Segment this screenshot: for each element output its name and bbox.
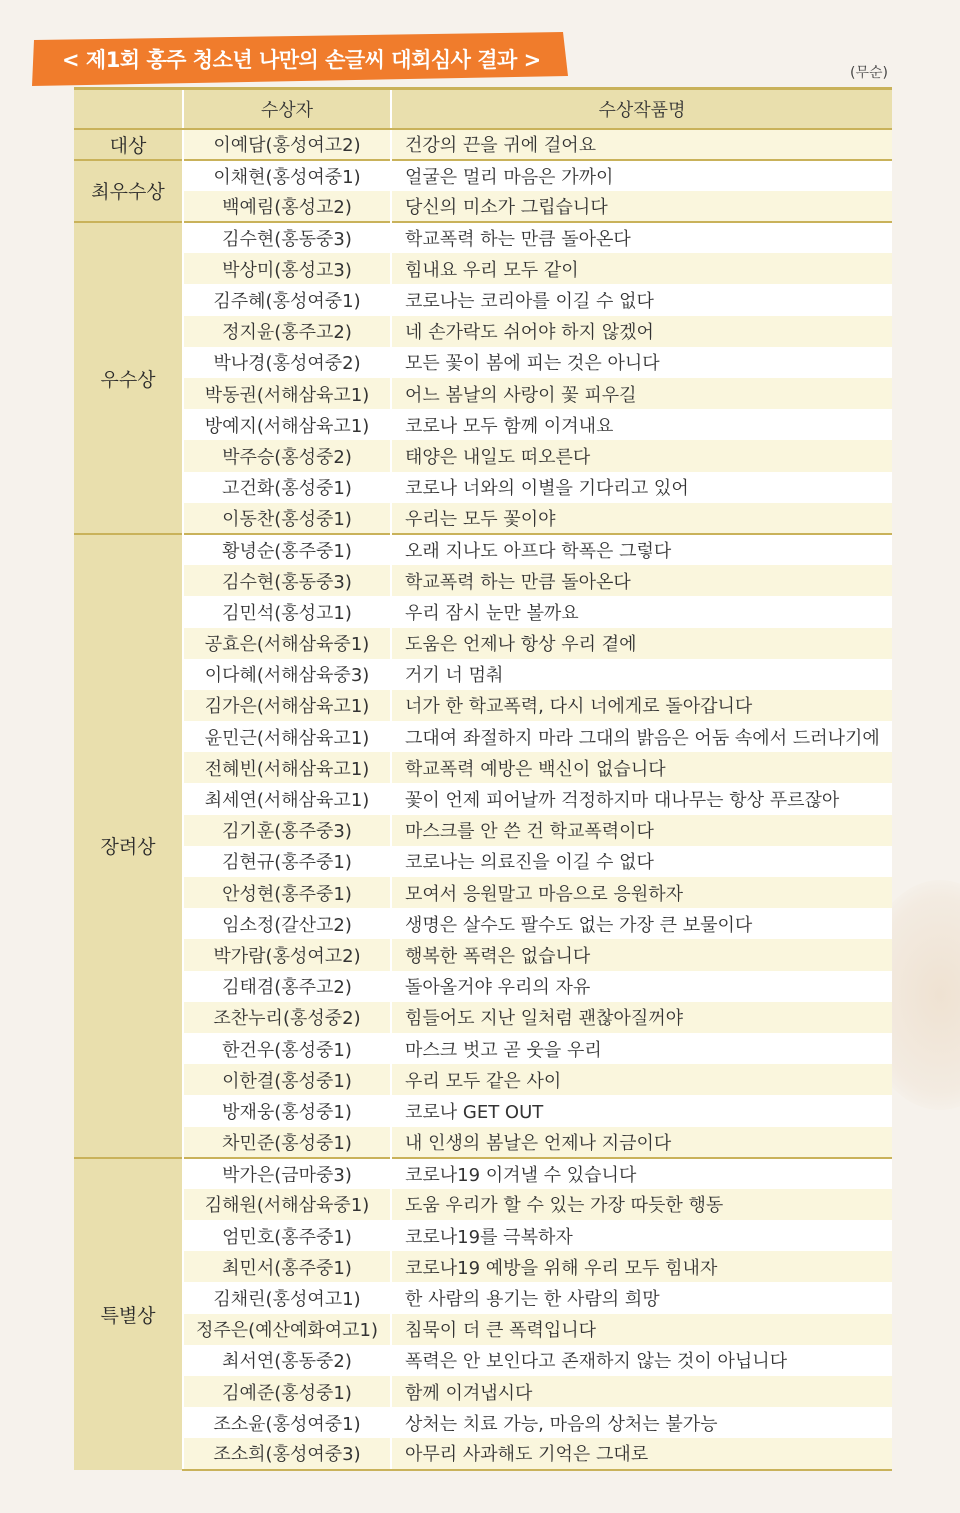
- winner-name: 백예림(홍성고2): [183, 191, 391, 222]
- winner-name: 박주승(홍성중2): [183, 440, 391, 471]
- winner-name: 최민서(홍주중1): [183, 1251, 391, 1282]
- winner-name: 최서연(홍동중2): [183, 1345, 391, 1376]
- winner-name: 박동권(서해삼육고1): [183, 378, 391, 409]
- winner-name: 정지윤(홍주고2): [183, 316, 391, 347]
- table-row: [74, 347, 892, 378]
- winner-name: 임소정(갈산고2): [183, 908, 391, 939]
- winner-name: 엄민호(홍주중1): [183, 1220, 391, 1251]
- winner-name: 김채린(홍성여고1): [183, 1282, 391, 1313]
- work-title: 학교폭력 하는 만큼 돌아온다: [391, 222, 892, 253]
- winner-name: 이예담(홍성여고2): [183, 129, 391, 160]
- winner-name: 김수현(홍동중3): [183, 565, 391, 596]
- table-row: [74, 1095, 892, 1126]
- table-row: [74, 783, 892, 814]
- work-title: 코로나 너와의 이별을 기다리고 있어: [391, 472, 892, 503]
- winner-name: 박가은(금마중3): [183, 1158, 391, 1189]
- results-table-container: [74, 87, 892, 1471]
- work-title: 생명은 살수도 팔수도 없는 가장 큰 보물이다: [391, 908, 892, 939]
- winner-name: 공효은(서해삼육중1): [183, 628, 391, 659]
- winner-name: 박가람(홍성여고2): [183, 939, 391, 970]
- work-title: 거기 너 멈춰: [391, 659, 892, 690]
- table-row: [74, 1002, 892, 1033]
- table-header-row: [74, 89, 892, 129]
- winner-name: 김현규(홍주중1): [183, 846, 391, 877]
- table-row: [74, 815, 892, 846]
- winner-name: 차민준(홍성중1): [183, 1127, 391, 1158]
- results-table: [74, 87, 892, 1471]
- table-row: [74, 534, 892, 565]
- work-title: 학교폭력 하는 만큼 돌아온다: [391, 565, 892, 596]
- table-row: [74, 1064, 892, 1095]
- work-title: 네 손가락도 쉬어야 하지 않겠어: [391, 316, 892, 347]
- winner-name: 김주혜(홍성여중1): [183, 284, 391, 315]
- table-row: [74, 129, 892, 160]
- winner-name: 방재웅(홍성중1): [183, 1095, 391, 1126]
- winner-name: 방예지(서해삼육고1): [183, 409, 391, 440]
- page-title: < 제1회 홍주 청소년 나만의 손글씨 대회심사 결과 >: [62, 48, 541, 72]
- work-title: 힘들어도 지난 일처럼 괜찮아질꺼야: [391, 1002, 892, 1033]
- table-row: [74, 253, 892, 284]
- table-row: [74, 939, 892, 970]
- table-row: [74, 752, 892, 783]
- winner-name: 박나경(홍성여중2): [183, 347, 391, 378]
- table-row: [74, 316, 892, 347]
- winner-name: 최세연(서해삼육고1): [183, 783, 391, 814]
- work-title: 코로나 GET OUT: [391, 1095, 892, 1126]
- work-title: 태양은 내일도 떠오른다: [391, 440, 892, 471]
- table-row: [74, 1345, 892, 1376]
- table-row: [74, 1127, 892, 1158]
- table-row: [74, 284, 892, 315]
- award-category: 대상: [74, 129, 183, 160]
- award-category: 최우수상: [74, 160, 183, 222]
- title-banner: [28, 30, 570, 88]
- winner-name: 고건화(홍성중1): [183, 472, 391, 503]
- work-title: 그대여 좌절하지 마라 그대의 밝음은 어둠 속에서 드러나기에: [391, 721, 892, 752]
- work-title: 코로나는 코리아를 이길 수 없다: [391, 284, 892, 315]
- winner-name: 김기훈(홍주중3): [183, 815, 391, 846]
- winner-name: 이한결(홍성중1): [183, 1064, 391, 1095]
- work-title: 마스크 벗고 곧 웃을 우리: [391, 1033, 892, 1064]
- work-title: 우리 잠시 눈만 볼까요: [391, 596, 892, 627]
- work-title: 코로나19 예방을 위해 우리 모두 힘내자: [391, 1251, 892, 1282]
- work-title: 꽃이 언제 피어날까 걱정하지마 대나무는 항상 푸르잖아: [391, 783, 892, 814]
- table-row: [74, 1251, 892, 1282]
- work-title: 폭력은 안 보인다고 존재하지 않는 것이 아닙니다: [391, 1345, 892, 1376]
- award-category: 특별상: [74, 1158, 183, 1470]
- work-title: 학교폭력 예방은 백신이 없습니다: [391, 752, 892, 783]
- work-title: 모여서 응원말고 마음으로 응원하자: [391, 877, 892, 908]
- table-row: [74, 721, 892, 752]
- table-row: [74, 690, 892, 721]
- award-category: 장려상: [74, 534, 183, 1158]
- table-row: [74, 191, 892, 222]
- winner-name: 박상미(홍성고3): [183, 253, 391, 284]
- work-title: 건강의 끈을 귀에 걸어요: [391, 129, 892, 160]
- winner-name: 이동찬(홍성중1): [183, 503, 391, 534]
- table-row: [74, 628, 892, 659]
- work-title: 얼굴은 멀리 마음은 가까이: [391, 160, 892, 191]
- winner-name: 조찬누리(홍성중2): [183, 1002, 391, 1033]
- table-row: [74, 1220, 892, 1251]
- winner-name: 김해원(서해삼육중1): [183, 1189, 391, 1220]
- table-row: [74, 659, 892, 690]
- table-row: [74, 440, 892, 471]
- work-title: 도움은 언제나 항상 우리 곁에: [391, 628, 892, 659]
- winner-name: 윤민근(서해삼육고1): [183, 721, 391, 752]
- work-title: 오래 지나도 아프다 학폭은 그렇다: [391, 534, 892, 565]
- work-title: 코로나19를 극복하자: [391, 1220, 892, 1251]
- table-row: [74, 1314, 892, 1345]
- work-title: 코로나 모두 함께 이겨내요: [391, 409, 892, 440]
- table-row: [74, 1033, 892, 1064]
- table-row: [74, 908, 892, 939]
- header-winner: 수상자: [183, 89, 391, 129]
- winner-name: 조소윤(홍성여중1): [183, 1407, 391, 1438]
- table-row: [74, 503, 892, 534]
- winner-name: 조소희(홍성여중3): [183, 1438, 391, 1469]
- work-title: 침묵이 더 큰 폭력입니다: [391, 1314, 892, 1345]
- work-title: 당신의 미소가 그립습니다: [391, 191, 892, 222]
- award-category: 우수상: [74, 222, 183, 534]
- work-title: 도움 우리가 할 수 있는 가장 따듯한 행동: [391, 1189, 892, 1220]
- work-title: 우리는 모두 꽃이야: [391, 503, 892, 534]
- table-row: [74, 378, 892, 409]
- work-title: 모든 꽃이 봄에 피는 것은 아니다: [391, 347, 892, 378]
- table-row: [74, 565, 892, 596]
- table-row: [74, 1189, 892, 1220]
- winner-name: 김가은(서해삼육고1): [183, 690, 391, 721]
- winner-name: 황녕순(홍주중1): [183, 534, 391, 565]
- winner-name: 김수현(홍동중3): [183, 222, 391, 253]
- work-title: 코로나는 의료진을 이길 수 없다: [391, 846, 892, 877]
- work-title: 상처는 치료 가능, 마음의 상처는 불가능: [391, 1407, 892, 1438]
- work-title: 코로나19 이겨낼 수 있습니다: [391, 1158, 892, 1189]
- work-title: 행복한 폭력은 없습니다: [391, 939, 892, 970]
- table-row: [74, 1158, 892, 1189]
- table-row: [74, 1438, 892, 1469]
- winner-name: 한건우(홍성중1): [183, 1033, 391, 1064]
- winner-name: 김태겸(홍주고2): [183, 971, 391, 1002]
- table-row: [74, 222, 892, 253]
- winner-name: 안성현(홍주중1): [183, 877, 391, 908]
- work-title: 함께 이겨냅시다: [391, 1376, 892, 1407]
- winner-name: 이채현(홍성여중1): [183, 160, 391, 191]
- work-title: 한 사람의 용기는 한 사람의 희망: [391, 1282, 892, 1313]
- table-body: [74, 129, 892, 1470]
- winner-name: 정주은(예산예화여고1): [183, 1314, 391, 1345]
- table-row: [74, 596, 892, 627]
- work-title: 마스크를 안 쓴 건 학교폭력이다: [391, 815, 892, 846]
- work-title: 우리 모두 같은 사이: [391, 1064, 892, 1095]
- winner-name: 김민석(홍성고1): [183, 596, 391, 627]
- work-title: 힘내요 우리 모두 같이: [391, 253, 892, 284]
- table-row: [74, 1282, 892, 1313]
- work-title: 너가 한 학교폭력, 다시 너에게로 돌아갑니다: [391, 690, 892, 721]
- order-note: (무순): [850, 65, 888, 81]
- work-title: 돌아올거야 우리의 자유: [391, 971, 892, 1002]
- work-title: 내 인생의 봄날은 언제나 지금이다: [391, 1127, 892, 1158]
- table-row: [74, 971, 892, 1002]
- winner-name: 전혜빈(서해삼육고1): [183, 752, 391, 783]
- winner-name: 김예준(홍성중1): [183, 1376, 391, 1407]
- winner-name: 이다혜(서해삼육중3): [183, 659, 391, 690]
- table-row: [74, 409, 892, 440]
- work-title: 아무리 사과해도 기억은 그대로: [391, 1438, 892, 1469]
- table-row: [74, 1376, 892, 1407]
- header-work-title: 수상작품명: [391, 89, 892, 129]
- table-row: [74, 877, 892, 908]
- header-category: [74, 89, 183, 129]
- table-row: [74, 846, 892, 877]
- table-row: [74, 160, 892, 191]
- table-row: [74, 472, 892, 503]
- work-title: 어느 봄날의 사랑이 꽃 피우길: [391, 378, 892, 409]
- table-row: [74, 1407, 892, 1438]
